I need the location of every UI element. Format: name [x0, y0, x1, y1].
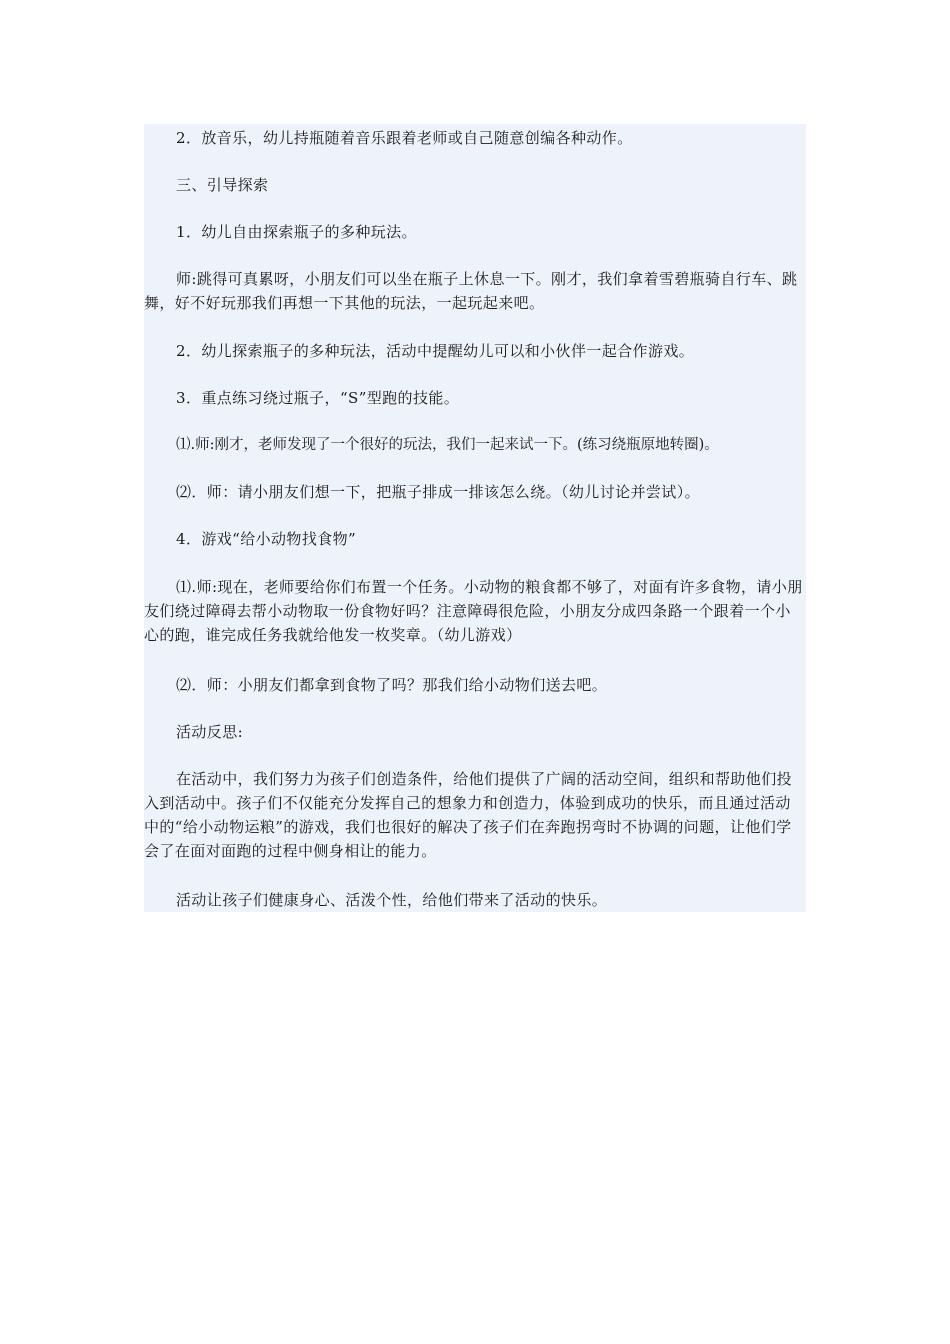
paragraph-teacher-rest: 师:跳得可真累呀，小朋友们可以坐在瓶子上休息一下。刚才，我们拿着雪碧瓶骑自行车、跳舞，好不好玩那我们再想一下其他的玩法，一起玩起来吧。 [144, 270, 798, 312]
paragraph-game-task: ⑴.师:现在，老师要给你们布置一个任务。小动物的粮食都不够了，对面有许多食物，请小朋友们绕过障碍去帮小动物取一份食物好吗？注意障碍很危险，小朋友分成四条路一个跟着一个小心的跑，谁完成任务我就给他发一枚奖章。（幼儿游戏） [144, 578, 803, 644]
paragraph-deliver-food: ⑵．师：小朋友们都拿到食物了吗？那我们给小动物们送去吧。 [176, 676, 608, 694]
paragraph-teacher-circle: ⑴.师:刚才，老师发现了一个很好的玩法，我们一起来试一下。(练习绕瓶原地转圈)。 [176, 437, 719, 453]
paragraph-s-run-skill: 3．重点练习绕过瓶子，“S”型跑的技能。 [176, 389, 460, 407]
paragraph-reflection-closing: 活动让孩子们健康身心、活泼个性，给他们带来了活动的快乐。 [176, 891, 608, 909]
content-block [144, 124, 806, 912]
paragraph-play-music: 2．放音乐，幼儿持瓶随着音乐跟着老师或自己随意创编各种动作。 [176, 129, 633, 147]
section-heading-guided-explore: 三、引导探索 [176, 176, 269, 194]
paragraph-game-title: 4．游戏“给小动物找食物” [176, 530, 357, 548]
heading-activity-reflection: 活动反思: [176, 723, 244, 741]
paragraph-reflection-body: 在活动中，我们努力为孩子们创造条件，给他们提供了广阔的活动空间，组织和帮助他们投入到活动中。孩子们不仅能充分发挥自己的想象力和创造力，体验到成功的快乐，而且通过活动中的“给小动物运粮”的游戏，我们也很好的解决了孩子们在奔跑拐弯时不协调的问题，让他们学会了在面对面跑的过程中侧身相让的能力。 [144, 770, 793, 860]
paragraph-free-explore: 1．幼儿自由探索瓶子的多种玩法。 [176, 223, 417, 241]
paragraph-teacher-line-up: ⑵．师：请小朋友们想一下，把瓶子排成一排该怎么绕。（幼儿讨论并尝试）。 [176, 483, 701, 501]
paragraph-explore-bottles: 2．幼儿探索瓶子的多种玩法，活动中提醒幼儿可以和小伙伴一起合作游戏。 [176, 342, 695, 360]
